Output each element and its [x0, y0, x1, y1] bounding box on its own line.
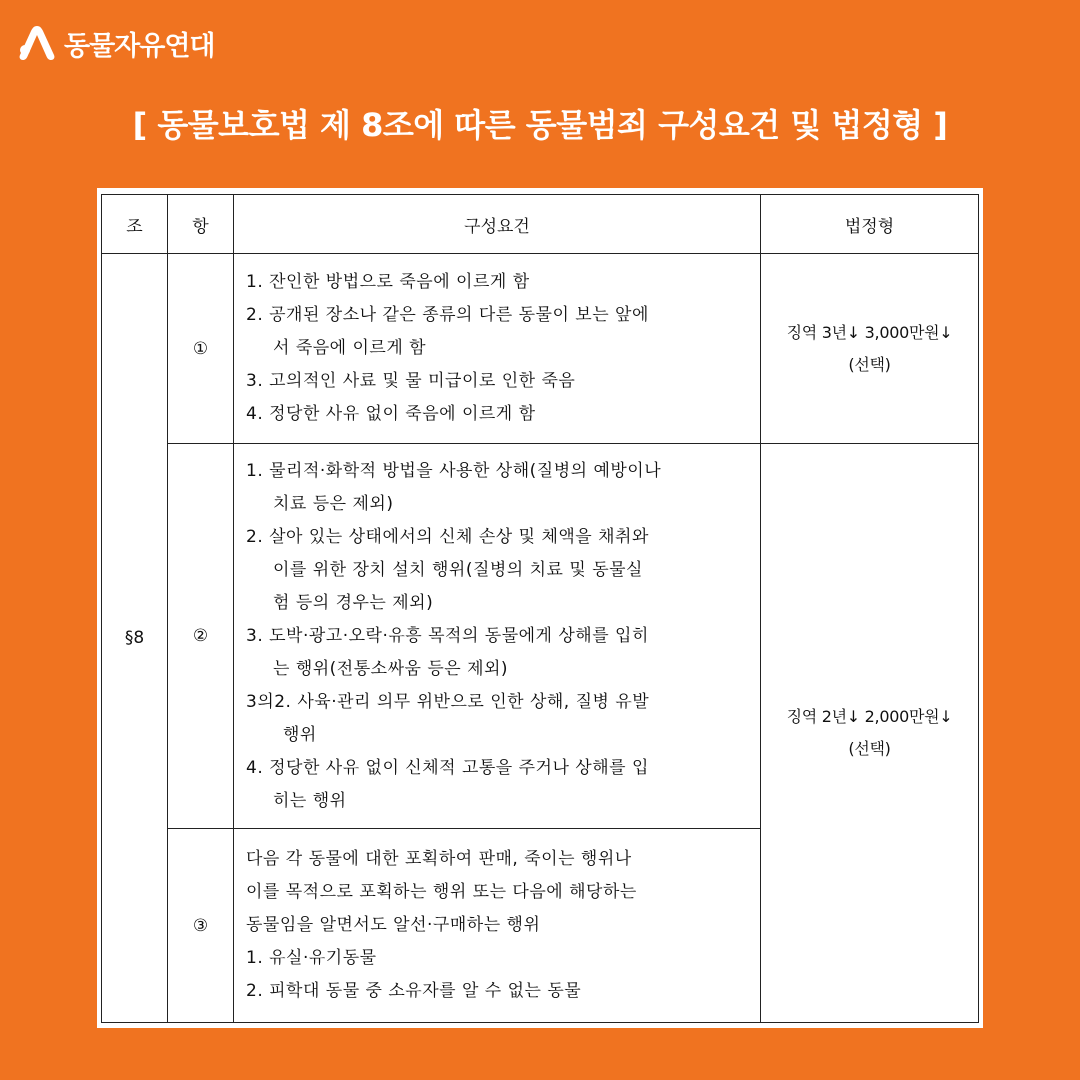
requirement-line: 1. 물리적·화학적 방법을 사용한 상해(질병의 예방이나	[246, 460, 662, 481]
requirements-cell	[234, 829, 761, 1023]
page-title: [ 동물보호법 제 8조에 따른 동물범죄 구성요건 및 법정형 ]	[132, 106, 948, 144]
penalty-cell	[761, 444, 979, 1023]
table-row	[102, 254, 979, 444]
header-clause: 항	[168, 195, 234, 254]
requirement-line: 1. 잔인한 방법으로 죽음에 이르게 함	[246, 272, 530, 292]
requirement-line: 험 등의 경우는 제외)	[273, 592, 434, 613]
brand-header	[16, 22, 215, 64]
law-table	[101, 194, 979, 1023]
table-header-row	[102, 195, 979, 254]
requirement-line: 4. 정당한 사유 없이 신체적 고통을 주거나 상해를 입	[246, 757, 649, 778]
requirement-line: 2. 살아 있는 상태에서의 신체 손상 및 체액을 채취와	[246, 526, 649, 547]
requirement-line: 4. 정당한 사유 없이 죽음에 이르게 함	[246, 404, 536, 424]
penalty-choice: (선택)	[848, 354, 891, 374]
header-penalty: 법정형	[761, 195, 979, 254]
requirement-line: 다음 각 동물에 대한 포획하여 판매, 죽이는 행위나	[246, 849, 632, 869]
requirements-cell	[234, 254, 761, 444]
header-article: 조	[102, 195, 168, 254]
clause-cell: ②	[168, 444, 234, 829]
penalty-text: 징역 3년↓ 3,000만원↓	[786, 322, 953, 342]
law-table-card	[97, 188, 983, 1028]
requirement-line: 이를 위한 장치 설치 행위(질병의 치료 및 동물실	[273, 559, 643, 580]
brand-name: 동물자유연대	[64, 30, 215, 62]
animal-freedom-logo-icon	[16, 22, 58, 64]
header-requirements: 구성요건	[234, 195, 761, 254]
requirement-line: 3. 도박·광고·오락·유흥 목적의 동물에게 상해를 입히	[246, 625, 649, 646]
requirements-cell	[234, 444, 761, 829]
requirement-line: 는 행위(전통소싸움 등은 제외)	[273, 658, 509, 679]
article-cell: §8	[102, 254, 168, 1023]
requirement-line: 치료 등은 제외)	[273, 493, 394, 514]
requirement-line: 3. 고의적인 사료 및 물 미급이로 인한 죽음	[246, 371, 576, 391]
penalty-text: 징역 2년↓ 2,000만원↓	[786, 707, 953, 726]
requirement-line: 동물임을 알면서도 알선·구매하는 행위	[246, 915, 541, 935]
clause-cell: ③	[168, 829, 234, 1023]
penalty-choice: (선택)	[848, 739, 891, 758]
table-row	[102, 444, 979, 829]
penalty-cell	[761, 254, 979, 444]
requirement-line: 3의2. 사육·관리 의무 위반으로 인한 상해, 질병 유발	[246, 691, 650, 712]
requirement-line: 행위	[283, 724, 317, 745]
requirement-line: 2. 공개된 장소나 같은 종류의 다른 동물이 보는 앞에	[246, 305, 649, 325]
requirement-line: 서 죽음에 이르게 함	[273, 338, 427, 358]
clause-cell: ①	[168, 254, 234, 444]
requirement-line: 1. 유실·유기동물	[246, 948, 377, 968]
requirement-line: 히는 행위	[273, 790, 347, 811]
requirement-line: 이를 목적으로 포획하는 행위 또는 다음에 해당하는	[246, 882, 637, 902]
requirement-line: 2. 피학대 동물 중 소유자를 알 수 없는 동물	[246, 981, 582, 1001]
